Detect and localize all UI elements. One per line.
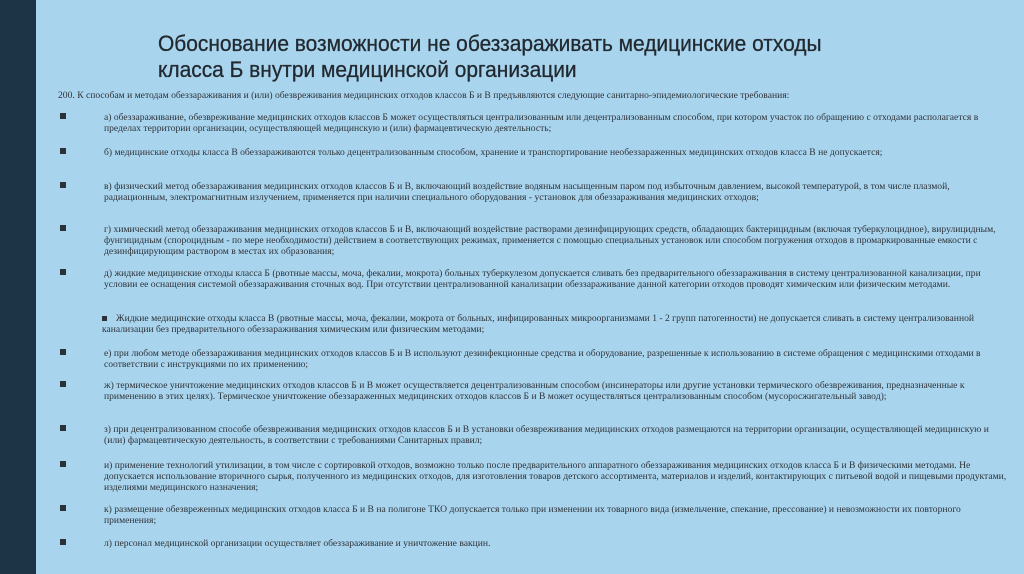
square-bullet-icon	[60, 225, 66, 231]
intro-paragraph: 200. К способам и методам обеззараживания и (или) обезвреживания медицинских отходов классов Б и В предъявляются следующие санитарно-эпидемиологические требования:	[58, 90, 790, 101]
square-bullet-icon	[60, 148, 66, 154]
square-bullet-icon	[60, 381, 66, 387]
square-bullet-icon	[60, 269, 66, 275]
slide-title: Обоснование возможности не обеззараживать медицинские отходы класса Б внутри медицинской организации	[158, 31, 822, 82]
square-bullet-icon	[102, 316, 107, 321]
square-bullet-icon	[60, 182, 66, 188]
sub-list-item: Жидкие медицинские отходы класса В (рвотные массы, моча, фекалии, мокрота от больных, инфицированных микроорганизмами 1 - 2 групп патогенности) не допускается сливать в систему централизованной канализации без предварительного обеззараживания химическим или физическим методами;	[102, 313, 975, 335]
left-accent-bar	[0, 0, 36, 574]
square-bullet-icon	[60, 113, 66, 119]
square-bullet-icon	[60, 349, 66, 355]
square-bullet-icon	[60, 425, 66, 431]
square-bullet-icon	[60, 505, 66, 511]
square-bullet-icon	[60, 461, 66, 467]
square-bullet-icon	[60, 539, 66, 545]
